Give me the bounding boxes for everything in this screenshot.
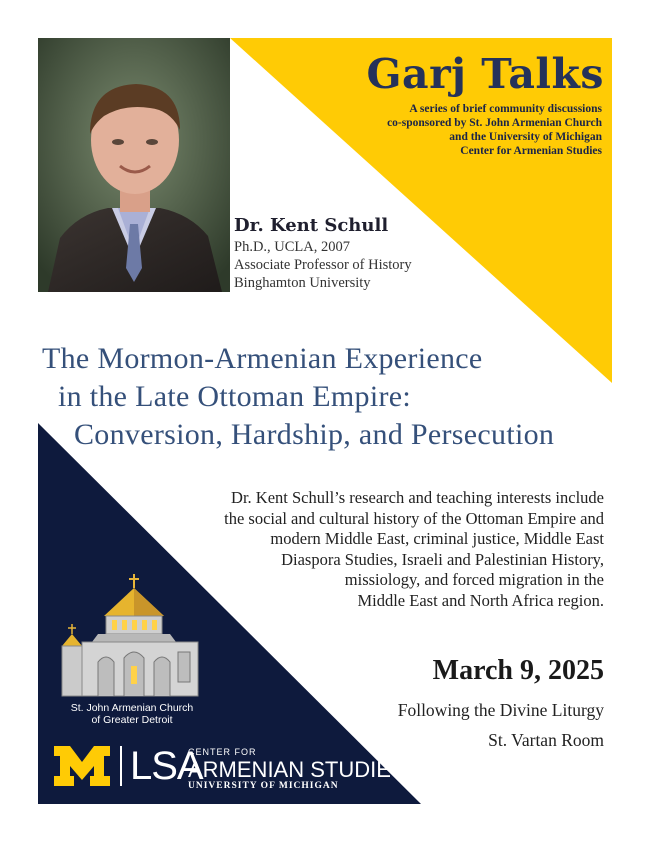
event-date: March 9, 2025 bbox=[432, 655, 604, 686]
event-timing: Following the Divine Liturgy bbox=[397, 700, 604, 720]
bio-line: modern Middle East, criminal justice, Middle East bbox=[270, 529, 604, 548]
speaker-name: Dr. Kent Schull bbox=[234, 215, 389, 236]
logo-divider bbox=[120, 746, 122, 786]
bio-line: Dr. Kent Schull’s research and teaching interests include bbox=[231, 488, 604, 507]
series-description-line: and the University of Michigan bbox=[449, 131, 602, 143]
series-description-line: A series of brief community discussions bbox=[409, 103, 602, 115]
lecture-title-line: Conversion, Hardship, and Persecution bbox=[74, 418, 555, 451]
church-icon bbox=[58, 572, 206, 700]
block-m-logo bbox=[54, 746, 110, 786]
speaker-bio bbox=[160, 488, 604, 611]
series-description-line: Center for Armenian Studies bbox=[460, 145, 602, 157]
lecture-title-line: in the Late Ottoman Empire: bbox=[58, 380, 411, 413]
center-for-label: CENTER FOR bbox=[188, 747, 257, 757]
church-label bbox=[44, 702, 220, 726]
speaker-position: Associate Professor of History bbox=[234, 257, 412, 273]
speaker-photo bbox=[38, 38, 230, 292]
church-label-line: St. John Armenian Church bbox=[70, 702, 194, 714]
lecture-title-line: The Mormon-Armenian Experience bbox=[42, 342, 483, 375]
series-description-line: co-sponsored by St. John Armenian Church bbox=[387, 117, 602, 129]
series-description bbox=[300, 102, 602, 158]
speaker-degree: Ph.D., UCLA, 2007 bbox=[234, 239, 351, 255]
series-title: Garj Talks bbox=[366, 50, 604, 98]
bio-line: the social and cultural history of the Ottoman Empire and bbox=[224, 508, 604, 528]
event-location: St. Vartan Room bbox=[488, 730, 604, 750]
bio-line: missiology, and forced migration in the bbox=[344, 570, 604, 589]
bio-line: Diaspora Studies, Israeli and Palestinian History, bbox=[281, 549, 604, 569]
lsa-logo: LSA bbox=[130, 744, 203, 788]
university-label: UNIVERSITY OF MICHIGAN bbox=[188, 781, 339, 791]
speaker-institution: Binghamton University bbox=[234, 275, 371, 291]
bio-line: Middle East and North Africa region. bbox=[357, 590, 604, 610]
church-label-line: of Greater Detroit bbox=[91, 714, 173, 726]
armenian-studies-label: ARMENIAN STUDIES bbox=[188, 757, 406, 782]
